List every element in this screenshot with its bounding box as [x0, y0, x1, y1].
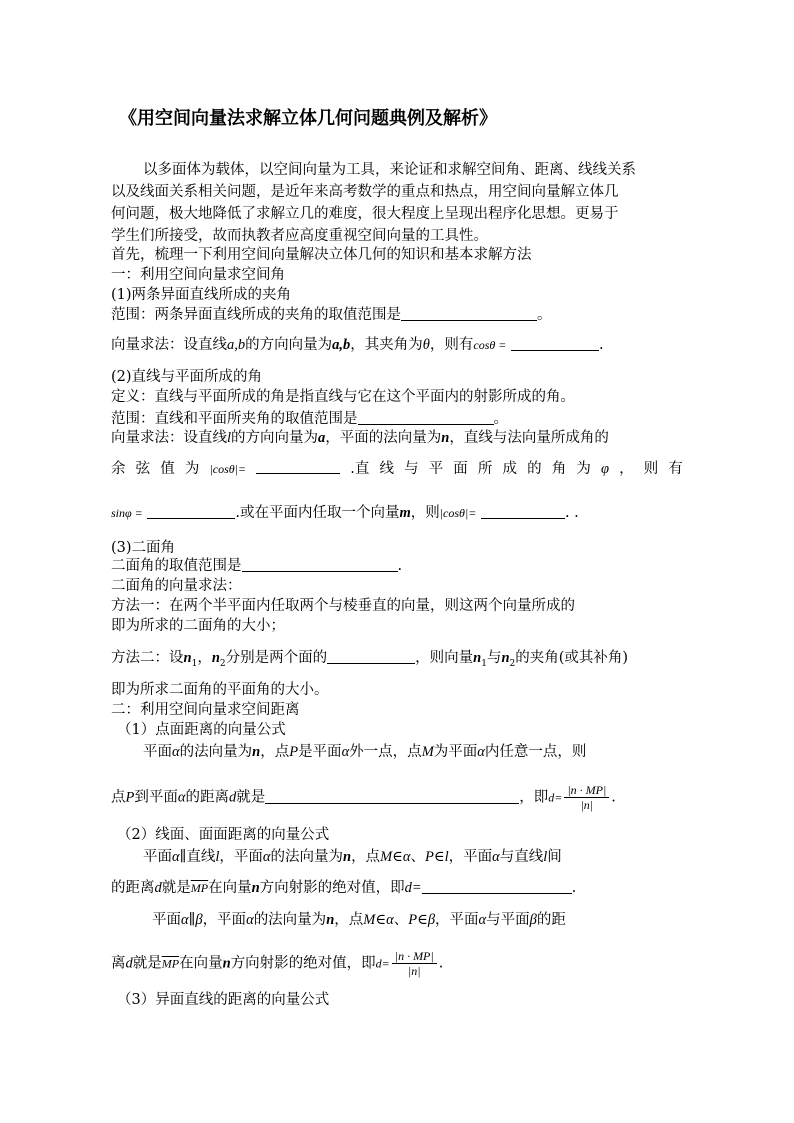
section-2-heading: 二：利用空间向量求空间距离 — [111, 702, 300, 718]
answer-blank[interactable] — [256, 459, 340, 474]
answer-blank[interactable] — [481, 504, 565, 519]
plane-plane-distance-line-2: 离d就是$\overline{MP}$在向量n方向射影的绝对值，即d= $\frac{|n \cdot MP|}{|n|}$ . — [111, 949, 444, 978]
intro-line-2: 以及线面关系相关问题，是近年来高考数学的重点和热点，用空间向量解立体几 — [111, 184, 619, 200]
angle-skew-lines-range: 范围：两条异面直线所成的夹角的取值范围是 。 — [111, 307, 552, 323]
line-plane-distance-line-2: 的距离d就是$\overline{MP}$在向量n方向射影的绝对值，即d= . — [111, 880, 577, 896]
angle-skew-lines-vector: 向量求法：设直线a,b的方向向量为a,b，其夹角为θ，则有cosθ = . — [111, 337, 604, 353]
answer-blank[interactable] — [265, 789, 519, 804]
dihedral-angle-vector-heading: 二面角的向量求法： — [111, 578, 242, 594]
answer-blank[interactable] — [358, 410, 494, 425]
answer-blank[interactable] — [327, 649, 415, 664]
intro-line-3: 何问题，极大地降低了求解立几的难度，很大程度上呈现出程序化思想。更易于 — [111, 206, 619, 222]
section-1-heading: 一：利用空间向量求空间角 — [111, 267, 285, 283]
answer-blank[interactable] — [401, 306, 537, 321]
line-plane-angle-vector: 向量求法：设直线l的方向向量为a，平面的法向量为n，直线与法向量所成角的 — [111, 430, 609, 446]
point-plane-distance-line-2: 点P到平面α的距离d就是 ，即d= $\frac{|n \cdot MP|}{|n|}$ . — [111, 783, 616, 812]
dihedral-method-1-line-2: 即为所求的二面角的大小； — [111, 618, 285, 634]
answer-blank[interactable] — [147, 504, 235, 519]
dihedral-angle-range: 二面角的取值范围是 . — [111, 558, 403, 574]
line-plane-angle-definition: 定义：直线与平面所成的角是指直线与它在这个平面内的射影所成的角。 — [111, 389, 575, 405]
answer-blank[interactable] — [511, 336, 599, 351]
intro-line-4: 学生们所接受，故而执教者应高度重视空间向量的工具性。 — [111, 228, 488, 244]
point-plane-distance-title: （1）点面距离的向量公式 — [117, 722, 286, 738]
plane-plane-distance-line-1: 平面α∥β，平面α的法向量为n，点M∈α、P∈β，平面α与平面β的距 — [152, 912, 566, 928]
intro-line-5: 首先，梳理一下利用空间向量解决立体几何的知识和基本求解方法 — [111, 247, 532, 263]
dihedral-angle-title: (3)二面角 — [111, 540, 176, 556]
distance-fraction: $\frac{|n \cdot MP|}{|n|}$ — [392, 949, 437, 978]
line-plane-angle-title: (2)直线与平面所成的角 — [111, 369, 263, 385]
skew-lines-distance-title: （3）异面直线的距离的向量公式 — [117, 992, 330, 1008]
intro-line-1: 以多面体为载体，以空间向量为工具，来论证和求解空间角、距离、线线关系 — [143, 162, 636, 178]
point-plane-distance-line-1: 平面α的法向量为n，点P是平面α外一点，点M为平面α内任意一点，则 — [143, 744, 587, 760]
line-plane-distance-title: （2）线面、面面距离的向量公式 — [117, 827, 330, 843]
line-plane-distance-line-1: 平面α∥直线l，平面α的法向量为n，点M∈α、P∈l，平面α与直线l间 — [143, 849, 562, 865]
answer-blank[interactable] — [422, 879, 572, 894]
angle-skew-lines-title: (1)两条异面直线所成的夹角 — [111, 287, 292, 303]
page-title: 《用空间向量法求解立体几何问题典例及解析》 — [119, 108, 497, 129]
dihedral-method-2-line-2: 即为所求二面角的平面角的大小。 — [111, 682, 329, 698]
line-plane-angle-cos-line: 余 弦 值 为 |cosθ|= .直 线 与 平 面 所 成 的 角 为 φ ， 则 有 — [111, 461, 683, 477]
distance-fraction: $\frac{|n \cdot MP|}{|n|}$ — [564, 783, 609, 812]
line-plane-angle-sin-line: sinφ = .或在平面内任取一个向量m，则|cosθ|= . . — [111, 505, 579, 521]
dihedral-method-2-line-1: 方法二：设$n_1$，$n_2$分别是两个面的 ，则向量$n_1$与$n_2$的夹角(或其补角) — [111, 650, 629, 669]
line-plane-angle-range: 范围：直线和平面所夹角的取值范围是 。 — [111, 411, 508, 427]
answer-blank[interactable] — [242, 557, 398, 572]
dihedral-method-1-line-1: 方法一：在两个半平面内任取两个与棱垂直的向量，则这两个向量所成的 — [111, 598, 575, 614]
